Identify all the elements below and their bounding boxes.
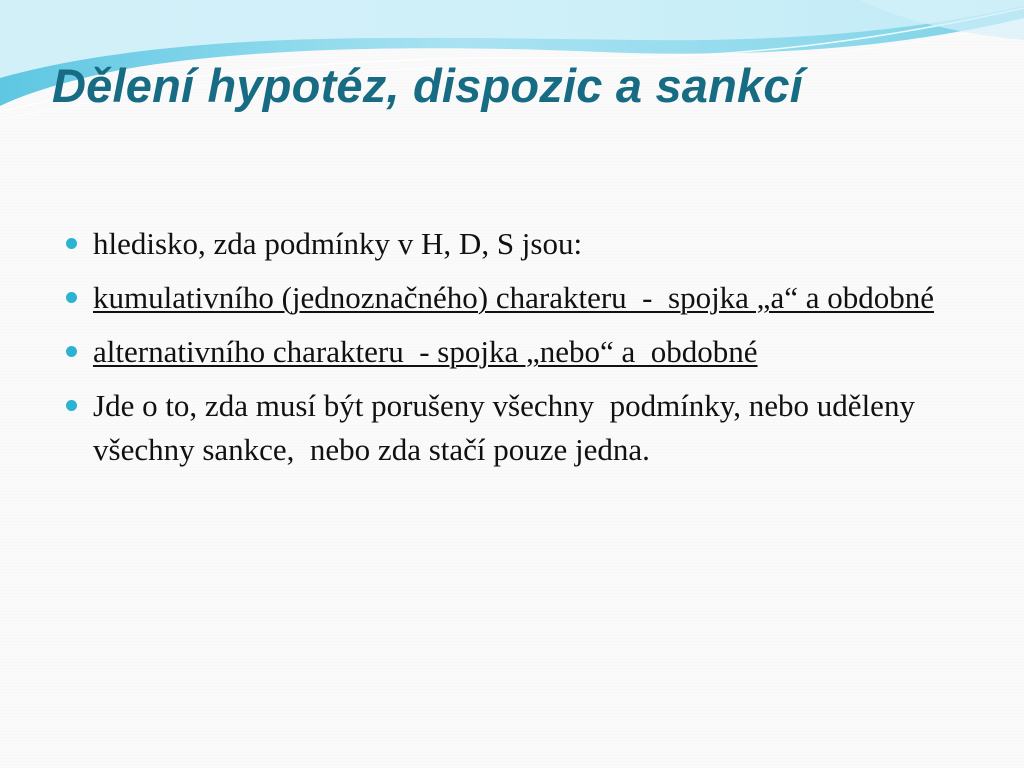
bullet-dot-icon: [66, 400, 77, 411]
bullet-item: [66, 384, 966, 472]
bullet-text: alternativního charakteru - spojka „nebo“ a obdobné: [93, 334, 758, 369]
bullet-text: hledisko, zda podmínky v H, D, S jsou:: [93, 226, 583, 261]
bullet-item: [66, 330, 966, 374]
bullet-dot-icon: [66, 292, 77, 303]
bullet-dot-icon: [66, 346, 77, 357]
bullet-dot-icon: [66, 238, 77, 249]
bullet-text: kumulativního (jednoznačného) charakteru - spojka „a“ a obdobné: [93, 280, 934, 315]
bullet-item: [66, 222, 966, 266]
slide-title: Dělení hypotéz, dispozic a sankcí: [52, 59, 803, 112]
bullet-text: Jde o to, zda musí být porušeny všechny podmínky, nebo uděleny všechny sankce, nebo zda stačí pouze jedna.: [93, 388, 923, 467]
bullet-list: [66, 222, 966, 482]
bullet-item: [66, 276, 966, 320]
